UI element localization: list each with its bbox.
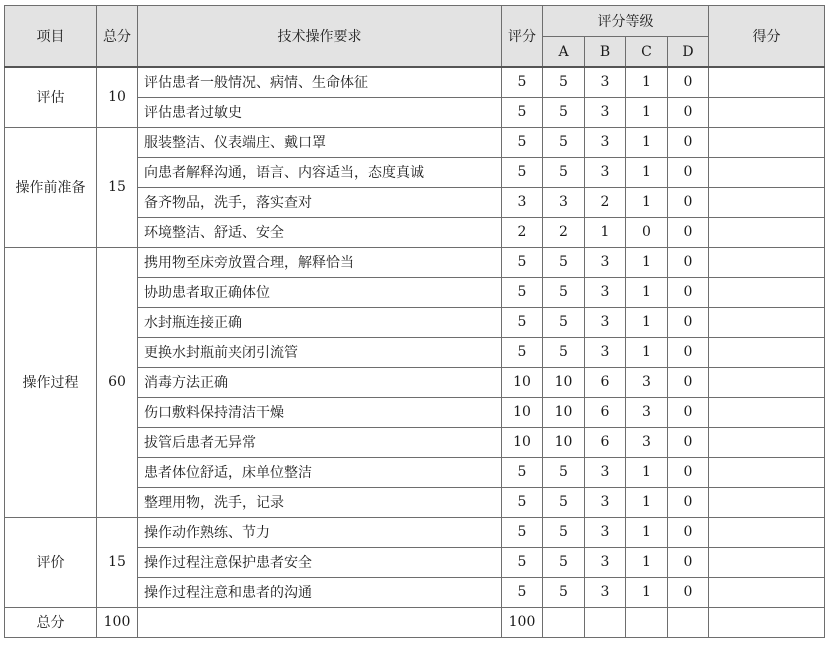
- score-cell: 5: [502, 97, 543, 127]
- grade-b-cell: 3: [585, 517, 626, 547]
- section-name: 评价: [5, 517, 97, 607]
- earned-cell: [709, 457, 825, 487]
- earned-cell: [709, 157, 825, 187]
- table-row: [5, 247, 825, 277]
- grade-a-cell: 5: [543, 547, 585, 577]
- footer-grade-d-cell: [668, 607, 709, 637]
- header-grade-group: 评分等级: [543, 6, 709, 37]
- header-requirement: 技术操作要求: [138, 6, 502, 68]
- grade-b-cell: 1: [585, 217, 626, 247]
- header-grade-b: B: [585, 37, 626, 68]
- grade-c-cell: 3: [626, 367, 668, 397]
- grade-c-cell: 0: [626, 217, 668, 247]
- header-grade-d: D: [668, 37, 709, 68]
- grade-d-cell: 0: [668, 367, 709, 397]
- header-score: 评分: [502, 6, 543, 68]
- earned-cell: [709, 367, 825, 397]
- section-total: 10: [97, 67, 138, 127]
- score-cell: 5: [502, 307, 543, 337]
- earned-cell: [709, 97, 825, 127]
- grade-b-cell: 6: [585, 397, 626, 427]
- grade-d-cell: 0: [668, 217, 709, 247]
- score-cell: 10: [502, 367, 543, 397]
- grade-a-cell: 10: [543, 427, 585, 457]
- grade-c-cell: 1: [626, 277, 668, 307]
- header-project: 项目: [5, 6, 97, 68]
- grade-c-cell: 1: [626, 337, 668, 367]
- grade-a-cell: 5: [543, 307, 585, 337]
- earned-cell: [709, 247, 825, 277]
- grade-b-cell: 3: [585, 307, 626, 337]
- grade-b-cell: 3: [585, 337, 626, 367]
- score-cell: 2: [502, 217, 543, 247]
- section-name: 操作前准备: [5, 127, 97, 247]
- requirement-cell: 整理用物，洗手，记录: [138, 487, 502, 517]
- earned-cell: [709, 547, 825, 577]
- requirement-cell: 消毒方法正确: [138, 367, 502, 397]
- score-cell: 5: [502, 67, 543, 97]
- footer-score: 100: [502, 607, 543, 637]
- requirement-cell: 患者体位舒适，床单位整洁: [138, 457, 502, 487]
- grade-b-cell: 6: [585, 367, 626, 397]
- grade-b-cell: 3: [585, 247, 626, 277]
- grade-a-cell: 5: [543, 97, 585, 127]
- grade-d-cell: 0: [668, 517, 709, 547]
- grade-b-cell: 2: [585, 187, 626, 217]
- grade-b-cell: 3: [585, 547, 626, 577]
- grade-c-cell: 1: [626, 67, 668, 97]
- grade-b-cell: 3: [585, 97, 626, 127]
- table-row: [5, 67, 825, 97]
- grade-a-cell: 5: [543, 517, 585, 547]
- requirement-cell: 评估患者一般情况、病情、生命体征: [138, 67, 502, 97]
- requirement-cell: 备齐物品，洗手，落实查对: [138, 187, 502, 217]
- grade-a-cell: 5: [543, 577, 585, 607]
- grade-b-cell: 3: [585, 457, 626, 487]
- grade-d-cell: 0: [668, 577, 709, 607]
- grade-d-cell: 0: [668, 427, 709, 457]
- grade-c-cell: 3: [626, 397, 668, 427]
- table-body: [5, 67, 825, 607]
- grade-b-cell: 3: [585, 577, 626, 607]
- earned-cell: [709, 307, 825, 337]
- requirement-cell: 操作动作熟练、节力: [138, 517, 502, 547]
- score-cell: 5: [502, 487, 543, 517]
- grade-d-cell: 0: [668, 97, 709, 127]
- grade-c-cell: 1: [626, 247, 668, 277]
- footer-label: 总分: [5, 607, 97, 637]
- grade-c-cell: 1: [626, 457, 668, 487]
- grade-d-cell: 0: [668, 67, 709, 97]
- grade-c-cell: 1: [626, 577, 668, 607]
- earned-cell: [709, 127, 825, 157]
- requirement-cell: 协助患者取正确体位: [138, 277, 502, 307]
- footer-grade-b-cell: [585, 607, 626, 637]
- footer-grade-a-cell: [543, 607, 585, 637]
- grade-d-cell: 0: [668, 307, 709, 337]
- earned-cell: [709, 397, 825, 427]
- grade-c-cell: 1: [626, 97, 668, 127]
- grade-b-cell: 3: [585, 277, 626, 307]
- requirement-cell: 评估患者过敏史: [138, 97, 502, 127]
- score-cell: 5: [502, 457, 543, 487]
- grade-a-cell: 10: [543, 397, 585, 427]
- header-total: 总分: [97, 6, 138, 68]
- grade-d-cell: 0: [668, 157, 709, 187]
- score-cell: 5: [502, 577, 543, 607]
- footer-grade-c-cell: [626, 607, 668, 637]
- requirement-cell: 向患者解释沟通，语言、内容适当，态度真诚: [138, 157, 502, 187]
- footer-requirement-cell: [138, 607, 502, 637]
- score-cell: 5: [502, 157, 543, 187]
- requirement-cell: 操作过程注意和患者的沟通: [138, 577, 502, 607]
- earned-cell: [709, 277, 825, 307]
- grade-b-cell: 3: [585, 67, 626, 97]
- requirement-cell: 更换水封瓶前夹闭引流管: [138, 337, 502, 367]
- grade-b-cell: 3: [585, 127, 626, 157]
- header-earned: 得分: [709, 6, 825, 68]
- grade-d-cell: 0: [668, 127, 709, 157]
- grade-a-cell: 3: [543, 187, 585, 217]
- grade-a-cell: 5: [543, 487, 585, 517]
- requirement-cell: 伤口敷料保持清洁干燥: [138, 397, 502, 427]
- grade-b-cell: 3: [585, 487, 626, 517]
- grade-c-cell: 1: [626, 187, 668, 217]
- section-name: 操作过程: [5, 247, 97, 517]
- grade-a-cell: 5: [543, 157, 585, 187]
- footer-total: 100: [97, 607, 138, 637]
- score-cell: 5: [502, 337, 543, 367]
- section-total: 15: [97, 127, 138, 247]
- section-total: 15: [97, 517, 138, 607]
- earned-cell: [709, 217, 825, 247]
- requirement-cell: 水封瓶连接正确: [138, 307, 502, 337]
- earned-cell: [709, 487, 825, 517]
- header-grade-a: A: [543, 37, 585, 68]
- earned-cell: [709, 517, 825, 547]
- table-row: [5, 517, 825, 547]
- grade-a-cell: 5: [543, 457, 585, 487]
- requirement-cell: 拔管后患者无异常: [138, 427, 502, 457]
- table-row: [5, 127, 825, 157]
- grade-d-cell: 0: [668, 397, 709, 427]
- earned-cell: [709, 187, 825, 217]
- score-cell: 5: [502, 517, 543, 547]
- earned-cell: [709, 427, 825, 457]
- earned-cell: [709, 337, 825, 367]
- grade-b-cell: 3: [585, 157, 626, 187]
- grade-a-cell: 5: [543, 67, 585, 97]
- score-cell: 10: [502, 397, 543, 427]
- score-cell: 3: [502, 187, 543, 217]
- grade-d-cell: 0: [668, 187, 709, 217]
- grade-a-cell: 5: [543, 247, 585, 277]
- grade-d-cell: 0: [668, 337, 709, 367]
- score-cell: 5: [502, 247, 543, 277]
- grade-d-cell: 0: [668, 277, 709, 307]
- grade-c-cell: 3: [626, 427, 668, 457]
- score-cell: 5: [502, 277, 543, 307]
- grade-d-cell: 0: [668, 547, 709, 577]
- grade-a-cell: 2: [543, 217, 585, 247]
- grade-c-cell: 1: [626, 547, 668, 577]
- grade-d-cell: 0: [668, 457, 709, 487]
- grade-c-cell: 1: [626, 127, 668, 157]
- score-cell: 5: [502, 547, 543, 577]
- grade-a-cell: 10: [543, 367, 585, 397]
- grade-b-cell: 6: [585, 427, 626, 457]
- grade-c-cell: 1: [626, 157, 668, 187]
- grade-c-cell: 1: [626, 307, 668, 337]
- grade-d-cell: 0: [668, 247, 709, 277]
- section-name: 评估: [5, 67, 97, 127]
- requirement-cell: 环境整洁、舒适、安全: [138, 217, 502, 247]
- grade-a-cell: 5: [543, 127, 585, 157]
- grade-d-cell: 0: [668, 487, 709, 517]
- grade-a-cell: 5: [543, 337, 585, 367]
- requirement-cell: 服装整洁、仪表端庄、戴口罩: [138, 127, 502, 157]
- score-cell: 10: [502, 427, 543, 457]
- requirement-cell: 操作过程注意保护患者安全: [138, 547, 502, 577]
- earned-cell: [709, 67, 825, 97]
- header-grade-c: C: [626, 37, 668, 68]
- scoring-table: [4, 5, 825, 638]
- grade-c-cell: 1: [626, 487, 668, 517]
- grade-c-cell: 1: [626, 517, 668, 547]
- requirement-cell: 携用物至床旁放置合理，解释恰当: [138, 247, 502, 277]
- grade-a-cell: 5: [543, 277, 585, 307]
- footer-earned-cell: [709, 607, 825, 637]
- earned-cell: [709, 577, 825, 607]
- section-total: 60: [97, 247, 138, 517]
- score-cell: 5: [502, 127, 543, 157]
